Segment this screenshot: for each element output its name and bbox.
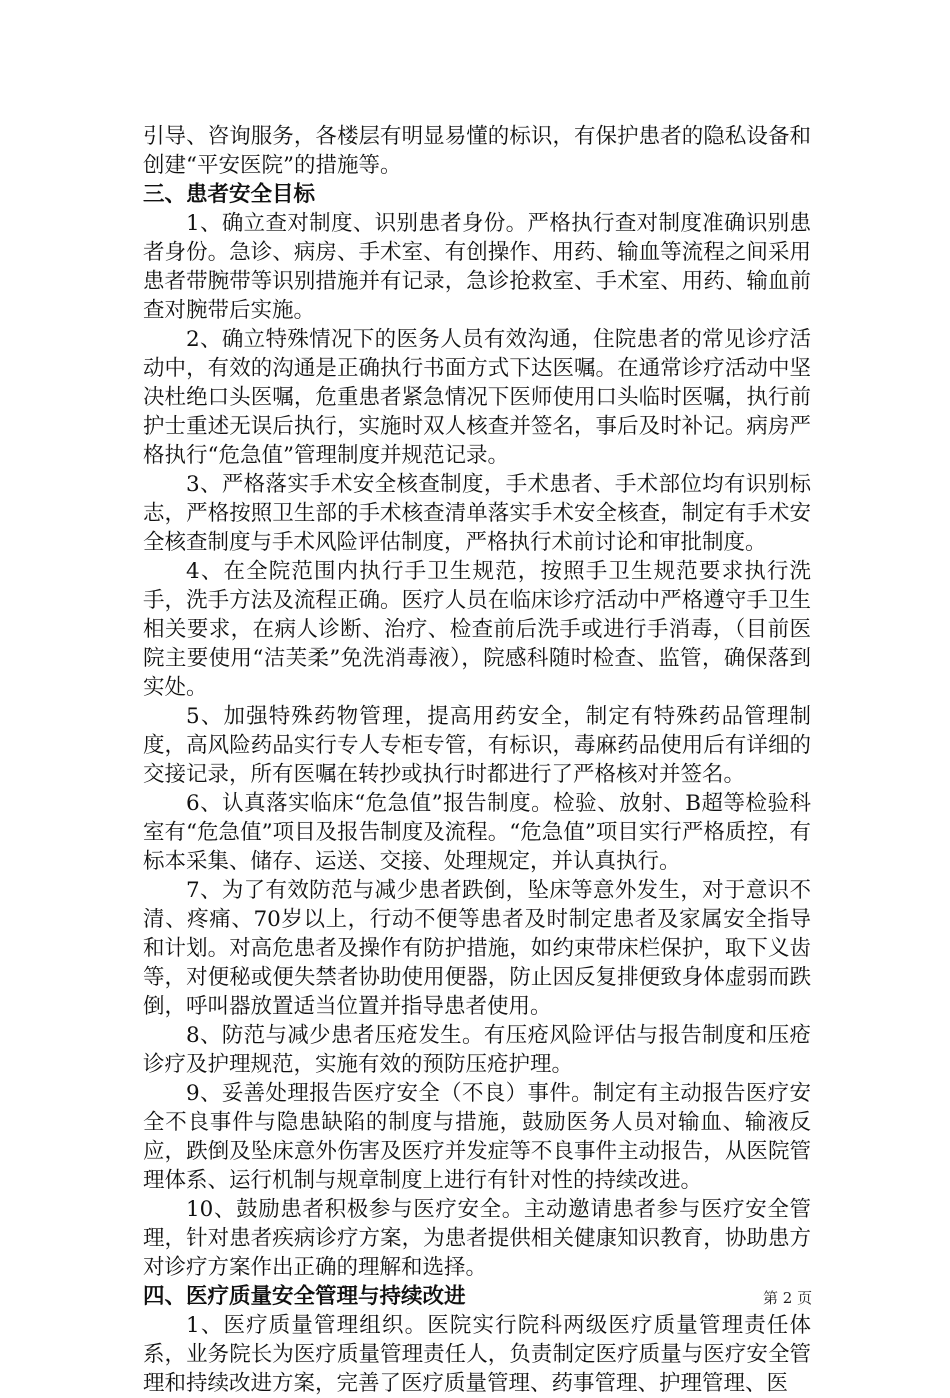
- paragraph-item-5: 5、加强特殊药物管理，提高用药安全，制定有特殊药品管理制度，高风险药品实行专人专柜专管，有标识，毒麻药品使用后有详细的交接记录，所有医嘱在转抄或执行时都进行了严格核对并签名。: [143, 704, 811, 787]
- paragraph-item-8: 8、防范与减少患者压疮发生。有压疮风险评估与报告制度和压疮诊疗及护理规范，实施有效的预防压疮护理。: [143, 1023, 811, 1077]
- paragraph-item-2: 2、确立特殊情况下的医务人员有效沟通，住院患者的常见诊疗活动中，有效的沟通是正确执行书面方式下达医嘱。在通常诊疗活动中坚决杜绝口头医嘱，危重患者紧急情况下医师使用口头临时医嘱，执行前护士重述无误后执行，实施时双人核查并签名，事后及时补记。病房严格执行“危急值”管理制度并规范记录。: [143, 327, 811, 468]
- paragraph-item-4: 4、在全院范围内执行手卫生规范，按照手卫生规范要求执行洗手，洗手方法及流程正确。医疗人员在临床诊疗活动中严格遵守手卫生相关要求，在病人诊断、治疗、检查前后洗手或进行手消毒，（目前医院主要使用“洁芙柔”免洗消毒液），院感科随时检查、监管，确保落到实处。: [143, 559, 811, 700]
- paragraph-quality-item-1: 1、医疗质量管理组织。医院实行院科两级医疗质量管理责任体系，业务院长为医疗质量管理责任人，负责制定医疗质量与医疗安全管理和持续改进方案，完善了医疗质量管理、药事管理、护理管理、医: [143, 1313, 811, 1396]
- paragraph-intro-continuation: 引导、咨询服务，各楼层有明显易懂的标识，有保护患者的隐私设备和创建“平安医院”的措施等。: [143, 124, 811, 178]
- paragraph-item-10: 10、鼓励患者积极参与医疗安全。主动邀请患者参与医疗安全管理，针对患者疾病诊疗方案，为患者提供相关健康知识教育，协助患方对诊疗方案作出正确的理解和选择。: [143, 1197, 811, 1280]
- document-body: [143, 122, 811, 1398]
- paragraph-item-3: 3、严格落实手术安全核查制度，手术患者、手术部位均有识别标志，严格按照卫生部的手术核查清单落实手术安全核查，制定有手术安全核查制度与手术风险评估制度，严格执行术前讨论和审批制度。: [143, 472, 811, 555]
- paragraph-item-7: 7、为了有效防范与减少患者跌倒，坠床等意外发生，对于意识不清、疼痛、70岁以上，行动不便等患者及时制定患者及家属安全指导和计划。对高危患者及操作有防护措施，如约束带床栏保护，取下义齿等，对便秘或便失禁者协助使用便器，防止因反复排便致身体虚弱而跌倒，呼叫器放置适当位置并指导患者使用。: [143, 878, 811, 1019]
- paragraph-item-9: 9、妥善处理报告医疗安全（不良）事件。制定有主动报告医疗安全不良事件与隐患缺陷的制度与措施，鼓励医务人员对输血、输液反应，跌倒及坠床意外伤害及医疗并发症等不良事件主动报告，从医院管理体系、运行机制与规章制度上进行有针对性的持续改进。: [143, 1081, 811, 1193]
- paragraph-item-6: 6、认真落实临床“危急值”报告制度。检验、放射、B超等检验科室有“危急值”项目及报告制度及流程。“危急值”项目实行严格质控，有标本采集、储存、运送、交接、处理规定，并认真执行。: [143, 791, 811, 874]
- page-number: 第 2 页: [763, 1289, 813, 1307]
- section-heading-quality-management: 四、医疗质量安全管理与持续改进: [143, 1284, 466, 1309]
- paragraph-item-1: 1、确立查对制度、识别患者身份。严格执行查对制度准确识别患者身份。急诊、病房、手术室、有创操作、用药、输血等流程之间采用患者带腕带等识别措施并有记录，急诊抢救室、手术室、用药、输血前查对腕带后实施。: [143, 211, 811, 323]
- section-heading-patient-safety: 三、患者安全目标: [143, 182, 316, 207]
